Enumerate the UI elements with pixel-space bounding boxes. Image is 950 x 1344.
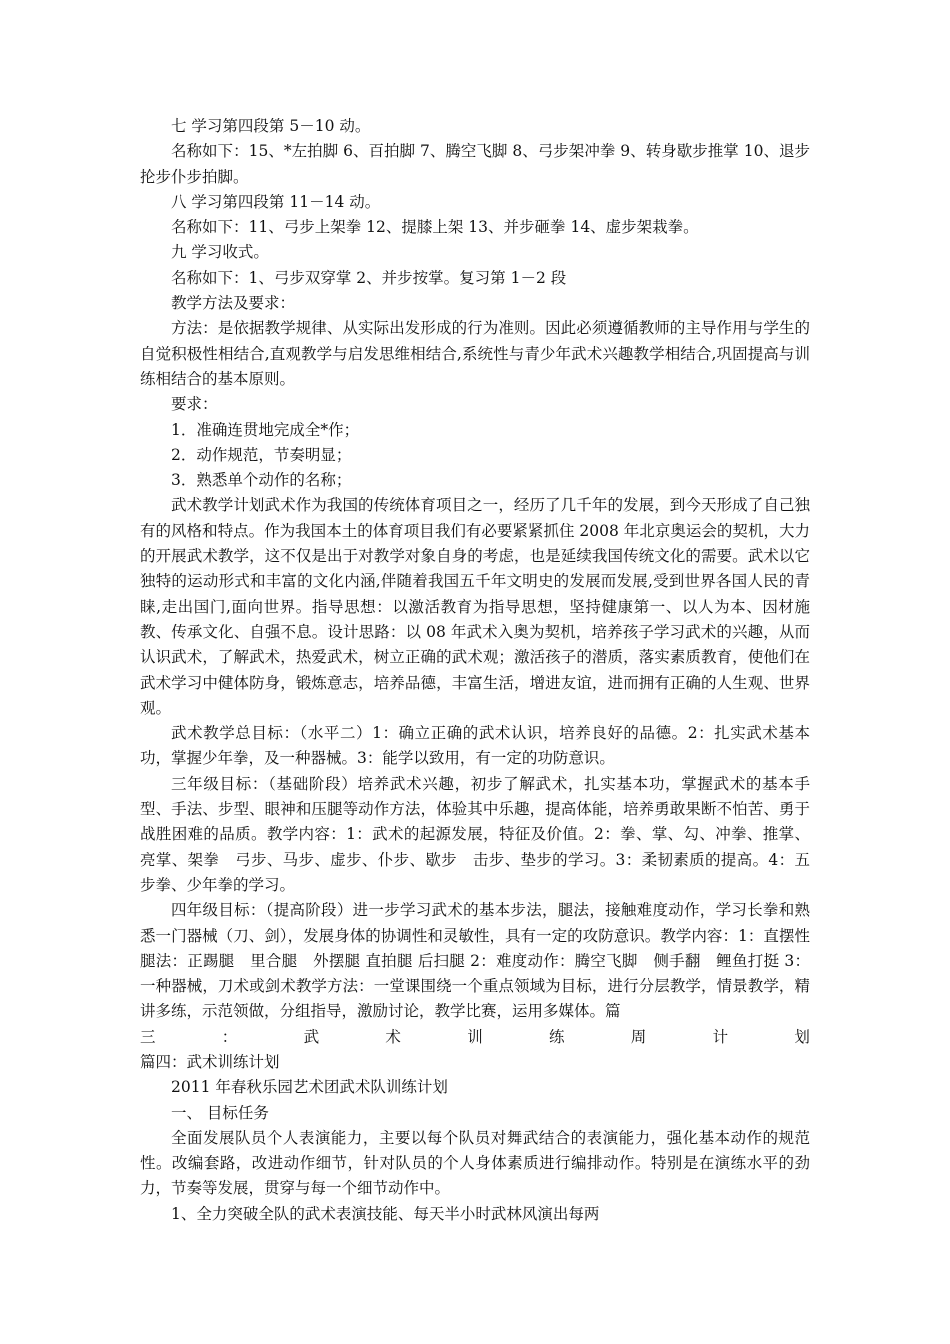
justified-spread-line — [140, 1025, 810, 1050]
paragraph: 名称如下：11、弓步上架拳 12、提膝上架 13、并步砸拳 14、虚步架栽拳。 — [171, 218, 699, 237]
paragraph: 1．准确连贯地完成全*作； — [171, 420, 360, 439]
paragraph: 篇四：武术训练计划 — [140, 1052, 280, 1071]
spread-char: 武 — [303, 1027, 320, 1046]
spread-char: 计 — [712, 1027, 729, 1046]
document-body — [140, 114, 810, 1025]
paragraph: 3．熟悉单个动作的名称； — [171, 471, 352, 490]
document-body-continued — [140, 1050, 810, 1227]
paragraph: 九 学习收式。 — [171, 243, 269, 262]
paragraph: 2011 年春秋乐园艺术团武术队训练计划 — [171, 1078, 448, 1097]
paragraph: 一、 目标任务 — [171, 1103, 269, 1122]
paragraph: 全面发展队员个人表演能力，主要以每个队员对舞武结合的表演能力，强化基本动作的规范性。改编套路，改进动作细节，针对队员的个人身体素质进行编排动作。特别是在演练水平的劲力，节奏等发展，贯穿与每一个细节动作中。 — [140, 1128, 810, 1198]
paragraph: 2．动作规范，节奏明显； — [171, 445, 352, 464]
paragraph: 武术教学计划武术作为我国的传统体育项目之一，经历了几千年的发展，到今天形成了自己独有的风格和特点。作为我国本土的体育项目我们有必要紧紧抓住 2008 年北京奥运会的契机，大力的开展武术教学，这不仅是出于对教学对象自身的考虑，也是延续我国传统文化的需要。武术以它独特的运动形式和丰富的文化内涵,伴随着我国五千年文明史的发展而发展,受到世界各国人民的青睐,走出国门,面向世界。指导思想：以激活教育为指导思想，坚持健康第一、以人为本、因材施教、传承文化、自强不息。设计思路：以 08 年武术入奥为契机，培养孩子学习武术的兴趣，从而认识武术，了解武术，热爱武术，树立正确的武术观；激活孩子的潜质，落实素质教育，使他们在武术学习中健体防身，锻炼意志，培养品德，丰富生活，增进友谊，进而拥有正确的人生观、世界观。 — [140, 496, 810, 717]
paragraph: 三年级目标：（基础阶段）培养武术兴趣，初步了解武术，扎实基本功，掌握武术的基本手型、手法、步型、眼神和压腿等动作方法，体验其中乐趣，提高体能，培养勇敢果断不怕苦、勇于战胜困难的品质。教学内容：1：武术的起源发展，特征及价值。2：拳、掌、勾、冲拳、推掌、亮掌、架拳 弓步、马步、虚步、仆步、歇步 击步、垫步的学习。3：柔韧素质的提高。4：五步拳、少年拳的学习。 — [140, 774, 810, 894]
spread-char: 划 — [794, 1027, 810, 1046]
paragraph: 八 学习第四段第 11－14 动。 — [171, 192, 381, 211]
paragraph: 方法：是依据教学规律、从实际出发形成的行为准则。因此必须遵循教师的主导作用与学生的自觉积极性相结合,直观教学与启发思维相结合,系统性与青少年武术兴趣教学相结合,巩固提高与训练相结合的基本原则。 — [140, 319, 810, 388]
paragraph: 名称如下：15、*左拍脚 6、百拍脚 7、腾空飞脚 8、弓步架冲拳 9、转身歇步推掌 10、退步抡步仆步拍脚。 — [140, 142, 810, 186]
spread-char: 三 — [140, 1027, 156, 1046]
paragraph: 教学方法及要求： — [171, 294, 296, 313]
spread-char: 训 — [467, 1027, 483, 1046]
spread-char: 练 — [548, 1027, 565, 1046]
paragraph: 要求： — [171, 395, 218, 414]
paragraph: 武术教学总目标：（水平二）1：确立正确的武术认识，培养良好的品德。2：扎实武术基本功，掌握少年拳，及一种器械。3：能学以致用，有一定的功防意识。 — [140, 724, 810, 768]
paragraph: 1、全力突破全队的武术表演技能、每天半小时武林风演出每两 — [171, 1204, 600, 1223]
paragraph: 名称如下：1、弓步双穿掌 2、并步按掌。复习第 1－2 段 — [171, 268, 567, 287]
spread-char: 术 — [385, 1027, 401, 1046]
paragraph: 七 学习第四段第 5－10 动。 — [171, 117, 371, 135]
paragraph: 四年级目标：（提高阶段）进一步学习武术的基本步法，腿法，接触难度动作，学习长拳和熟悉一门器械（刀、剑），发展身体的协调性和灵敏性，具有一定的攻防意识。教学内容：1：直摆性腿法：正踢腿 里合腿 外摆腿 直拍腿 后扫腿 2：难度动作：腾空飞脚 侧手翻 鲤鱼打挺 3：一种器械，刀术或剑术教学方法：一堂课围绕一个重点领域为目标，进行分层教学，情景教学，精讲多练，示范领做，分组指导，激励讨论，教学比赛，运用多媒体。篇 — [140, 901, 810, 1021]
spread-char: ： — [221, 1027, 238, 1046]
spread-char: 周 — [630, 1027, 647, 1046]
